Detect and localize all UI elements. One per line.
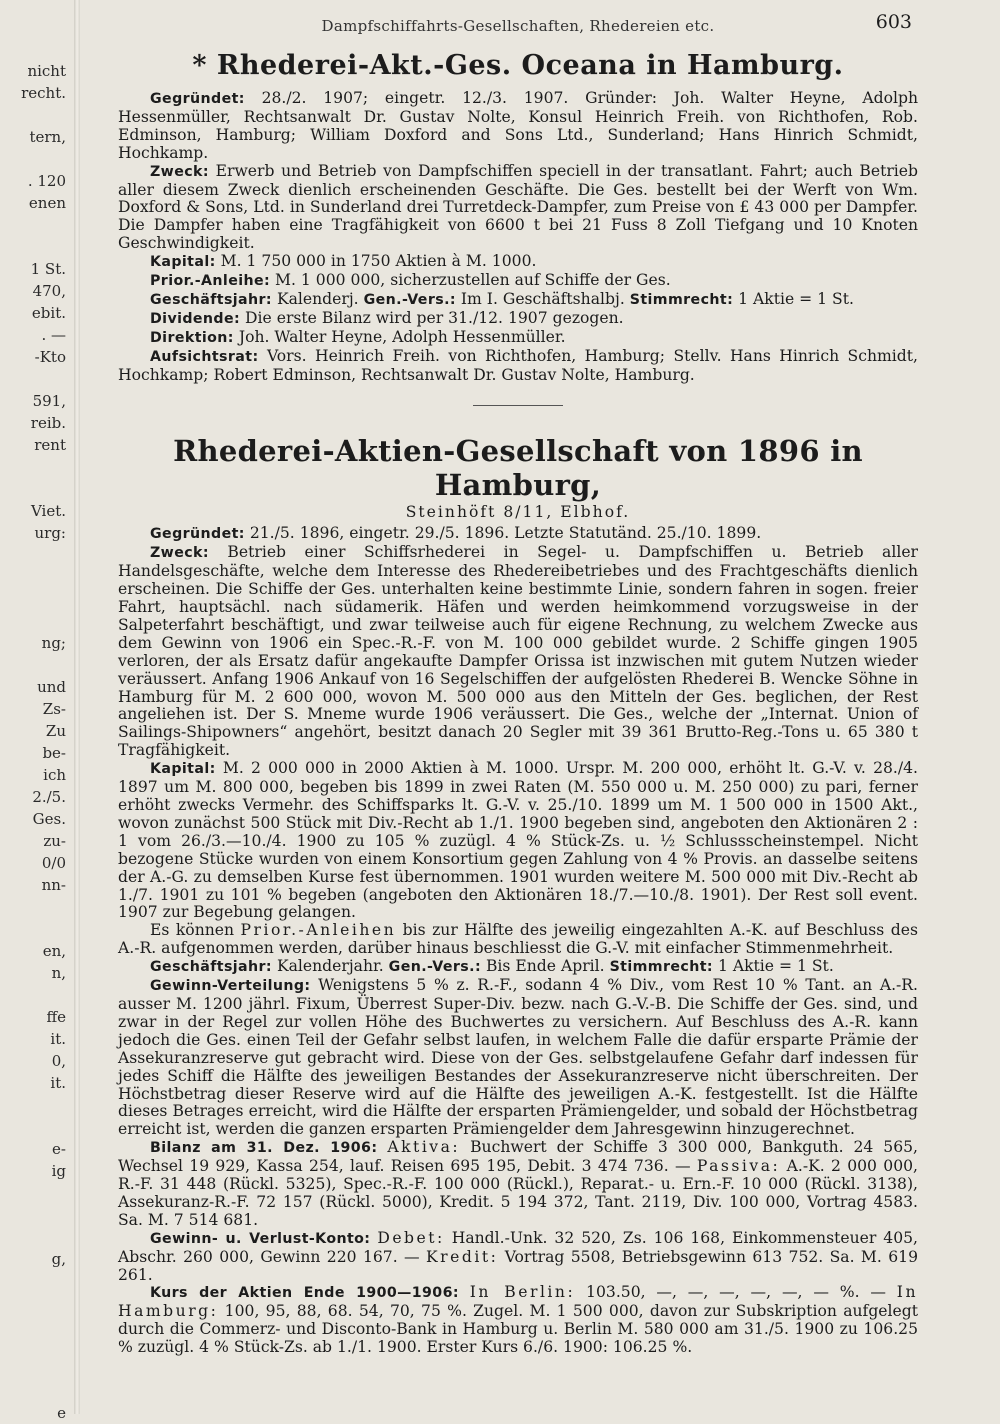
- entry-geschaeftsjahr: [118, 958, 918, 977]
- margin-fragment: [0, 984, 66, 1006]
- entry-text: M. 1 750 000 in 1750 Aktien à M. 1000.: [215, 252, 537, 271]
- label: Prior.-Anleihe:: [150, 273, 271, 290]
- margin-fragment: ffe: [46, 1008, 66, 1026]
- margin-fragment: . 120: [27, 172, 66, 190]
- margin-fragment: [0, 1314, 66, 1336]
- margin-fragment: [0, 1270, 66, 1292]
- margin-fragment: zu-: [43, 832, 66, 850]
- entry-aufsichtsrat: [118, 348, 918, 385]
- margin-fragment: ig: [51, 1162, 66, 1180]
- entry-kapital: [118, 253, 918, 272]
- margin-fragment: nicht: [27, 62, 66, 80]
- entry-prior-anleihen: [118, 922, 918, 958]
- margin-fragment: ebit.: [31, 304, 66, 322]
- entry-text: Kalenderjahr.: [272, 957, 389, 976]
- entry-zweck: [118, 544, 918, 760]
- margin-fragment: g,: [51, 1250, 66, 1268]
- margin-fragment: [0, 896, 66, 918]
- margin-fragment: -Kto: [34, 348, 66, 366]
- entry-dividende: [118, 310, 918, 329]
- margin-fragment: [0, 654, 66, 676]
- margin-fragment: [0, 236, 66, 258]
- page-gutter: [74, 0, 80, 1414]
- spaced-term: Aktiva:: [387, 1138, 461, 1157]
- margin-fragment: n,: [51, 964, 66, 982]
- margin-fragment: it.: [50, 1030, 66, 1048]
- label: Gewinn-Verteilung:: [150, 978, 311, 995]
- label: Direktion:: [150, 329, 234, 346]
- entry-text: Betrieb einer Schiffsrhederei in Segel- u. Dampfschiffen u. Betrieb aller Handelsgeschäfte, welche dem Interesse des Rhedereibetriebes und des Frachtgeschäfts dienlich erscheinen. Die Schiffe der Ges. unterhalten keine bestimmte Linie, sondern fahren in sogen. freier Fahrt, hauptsächl. nach südamerik. Häfen und werden heimkommend vorzugsweise in der Salpeterfahrt beschäftigt, und zwar teilweise auch für eigene Rechnung, zu welchem Zwecke aus dem Gewinn von 1906 ein Spec.-R.-F. von M. 100 000 gebildet wurde. 2 Schiffe gingen 1905 verloren, der als Ersatz dafür angekaufte Dampfer Orissa ist inzwischen mit gutem Nutzen wieder veräussert. Anfang 1906 Ankauf von 16 Segelschiffen der aufgelösten Rhederei B. Wencke Söhne in Hamburg für M. 2 600 000, wovon M. 500 000 aus den Mitteln der Ges. beglichen, der Rest angeliehen ist. Der S. Mneme wurde 1906 veräussert. Die Ges., welche der „Internat. Union of Sailings-Shipowners“ angehört, besitzt danach 20 Segler mit 39 361 Brutto-Reg.-Tons u. 65 380 t Tragfähigkeit.: [118, 543, 918, 760]
- entry-geschaeftsjahr: [118, 291, 918, 310]
- margin-fragment: [0, 148, 66, 170]
- entry-text: Handl.-Unk. 32 520, Zs. 106 168, Einkommensteuer 405, Abschr. 260 000, Gewinn 220 167. —: [118, 1228, 918, 1266]
- label: Gen.-Vers.:: [363, 291, 456, 308]
- margin-fragment: 591,: [32, 392, 66, 410]
- margin-fragment: [0, 566, 66, 588]
- margin-fragment: 0/0: [41, 854, 66, 872]
- margin-fragment: [0, 1182, 66, 1204]
- label: Gen.-Vers.:: [388, 959, 482, 976]
- margin-fragment: e: [57, 1404, 66, 1422]
- entry-kapital: [118, 760, 918, 922]
- margin-fragment: Zu: [45, 722, 66, 740]
- entry-text: M. 2 000 000 in 2000 Aktien à M. 1000. Urspr. M. 200 000, erhöht lt. G.-V. v. 28./4. 1897 um M. 800 000, begeben bis 1899 in zwei Raten (M. 550 000 u. M. 250 000) zu pari, ferner erhöht zwecks Vermehr. des Schiffsparks lt. G.-V. v. 25./10. 1899 um M. 1 500 000 in 1500 Akt., wovon zunächst 500 Stück mit Div.-Recht ab 1./1. 1900 begeben sind, angeboten den Aktionären 2 : 1 vom 26./3.—10./4. 1900 zu 105 % zuzügl. 4 % Stück-Zs. u. ½ Schlussscheinstempel. Nicht bezogene Stücke wurden von einem Konsortium gegen Zahlung von 4 % Provis. an dasselbe seitens der A.-G. zu demselben Kurse fest übernommen. 1901 wurden weitere M. 500 000 mit Div.-Recht ab 1./7. 1901 zu 101 % begeben (angeboten den Aktionären 18./7.—10./8. 1901). Der Rest soll event. 1907 zur Begebung gelangen.: [118, 759, 918, 922]
- entry-zweck: [118, 163, 918, 254]
- label: Gewinn- u. Verlust-Konto:: [150, 1230, 371, 1247]
- margin-fragment: be-: [42, 744, 66, 762]
- entry-text: 1 Aktie = 1 St.: [733, 289, 854, 308]
- company-address: Steinhöft 8/11, Elbhof.: [405, 502, 631, 521]
- entry-text: M. 1 000 000, sicherzustellen auf Schiffe der Ges.: [270, 271, 671, 290]
- entry-text: Joh. Walter Heyne, Adolph Hessenmüller.: [233, 327, 566, 346]
- margin-fragment: [0, 1292, 66, 1314]
- entry-text: Es können: [150, 921, 241, 940]
- spaced-term: Passiva:: [696, 1157, 781, 1176]
- margin-fragment: urg:: [34, 524, 66, 542]
- entry-kurs: [118, 1284, 918, 1357]
- page-number: 603: [875, 11, 912, 33]
- entry-text: Kalenderj.: [272, 289, 364, 308]
- entry-text: 21./5. 1896, eingetr. 29./5. 1896. Letzte Statutänd. 25./10. 1899.: [244, 524, 762, 543]
- margin-fragment: recht.: [21, 84, 66, 102]
- margin-fragment: [0, 918, 66, 940]
- spaced-term: Debet:: [377, 1228, 445, 1247]
- running-title: Dampfschiffahrts-Gesellschaften, Rhedereien etc.: [321, 17, 715, 35]
- margin-fragment: [0, 1226, 66, 1248]
- entry-gewinn-verteilung: [118, 977, 918, 1139]
- entry-text: Vors. Heinrich Freih. von Richthofen, Hamburg; Stellv. Hans Hinrich Schmidt, Hochkamp; Robert Edminson, Rechtsanwalt Dr. Gustav Nolte, Hamburg.: [118, 346, 918, 384]
- page-content: [118, 11, 918, 1357]
- margin-fragment: [0, 1116, 66, 1138]
- margin-fragment: Zs-: [42, 700, 66, 718]
- margin-fragment: e-: [52, 1140, 66, 1158]
- label: Stimmrecht:: [629, 291, 734, 308]
- label: Geschäftsjahr:: [150, 959, 273, 976]
- entry-text: 100, 95, 88, 68. 54, 70, 75 %. Zugel. M. 1 500 000, davon zur Subskription aufgelegt durch die Commerz- und Disconto-Bank in Hamburg u. Berlin M. 580 000 am 31./5. 1900 zu 106.25 % zuzügl. 4 % Stück-Zs. ab 1./1. 1900. Erster Kurs 6./6. 1900: 106.25 %.: [118, 1302, 918, 1357]
- margin-fragment: [0, 610, 66, 632]
- label: Gegründet:: [150, 91, 245, 107]
- entry-text: Im I. Geschäftshalbj.: [455, 289, 630, 308]
- margin-fragment: 470,: [32, 282, 66, 300]
- entry-gewinn-verlust-konto: [118, 1230, 918, 1285]
- margin-fragment: [0, 588, 66, 610]
- margin-fragment: [0, 1094, 66, 1116]
- margin-fragment: rent: [34, 436, 66, 454]
- margin-fragment: ich: [43, 766, 66, 784]
- margin-fragment: [0, 104, 66, 126]
- entry-bilanz: [118, 1139, 918, 1230]
- label: Stimmrecht:: [609, 959, 713, 976]
- entry-text: Erwerb und Betrieb von Dampfschiffen speciell in der transatlant. Fahrt; auch Betrieb aller diesem Zweck dienlich erscheinenden Geschäfte. Die Ges. bestellt bei der Werft von Wm. Doxford & Sons, Ltd. in Sunderland drei Turretdeck-Dampfer, zum Preise von £ 43 000 per Dampfer. Die Dampfer haben eine Tragfähigkeit von 6600 t bei 21 Fuss 8 Zoll Tiefgang und 10 Knoten Geschwindigkeit.: [118, 161, 918, 253]
- entry-text: 28./2. 1907; eingetr. 12./3. 1907. Gründer: Joh. Walter Heyne, Adolph Hessenmüller, Rechtsanwalt Dr. Gustav Nolte, Konsul Heinrich Freih. von Richthofen, Rob. Edminson, Hamburg; William Doxford and Sons Ltd., Sunderland; Hans Hinrich Schmidt, Hochkamp.: [118, 89, 918, 162]
- company-title-1896: Rhederei-Aktien-Gesellschaft von 1896 in Hamburg,: [173, 433, 863, 502]
- label: Zweck:: [150, 545, 209, 562]
- margin-fragment: tern,: [29, 128, 66, 146]
- margin-fragment: und: [37, 678, 66, 696]
- margin-fragment: enen: [28, 194, 66, 212]
- label: Kapital:: [150, 254, 216, 271]
- margin-fragment: [0, 1380, 66, 1402]
- section-divider: [473, 405, 563, 406]
- entry-text: Die erste Bilanz wird per 31./12. 1907 gezogen.: [240, 308, 624, 327]
- entry-text: bis zur Hälfte des jeweilig eingezahlten A.-K. auf Beschluss des A.-R. aufgenommen werden, darüber hinaus beschliesst die G.-V. mit einfacher Stimmenmehrheit.: [118, 921, 918, 958]
- running-header: [118, 11, 918, 40]
- label: Kurs der Aktien Ende 1900—1906:: [150, 1285, 459, 1302]
- spaced-term: In Berlin:: [469, 1283, 576, 1302]
- entry-text: 103.50, —, —, —, —, —, — %. —: [575, 1283, 897, 1302]
- label: Zweck:: [150, 163, 209, 180]
- margin-fragment: 0,: [51, 1052, 66, 1070]
- margin-fragment: reib.: [30, 414, 66, 432]
- margin-fragment: 2./5.: [32, 788, 66, 806]
- margin-fragment: it.: [50, 1074, 66, 1092]
- margin-fragment: [0, 1336, 66, 1358]
- label: Bilanz am 31. Dez. 1906:: [150, 1140, 378, 1157]
- label: Geschäftsjahr:: [150, 291, 273, 308]
- margin-fragment: [0, 214, 66, 236]
- margin-fragment: ng;: [41, 634, 66, 652]
- margin-fragment: [0, 1358, 66, 1380]
- margin-fragment: [0, 1204, 66, 1226]
- margin-fragment: Ges.: [32, 810, 66, 828]
- left-margin-fragments: [0, 60, 66, 1424]
- margin-fragment: nn-: [41, 876, 66, 894]
- entry-text: A.-K. 2 000 000, R.-F. 31 448 (Rückl. 5325), Spec.-R.-F. 100 000 (Rückl.), Reparat.- u. Ern.-F. 10 000 (Rückl. 3138), Assekuranz-R.-F. 72 157 (Rückl. 5000), Kredit. 5 194 372, Tant. 2119, Div. 100 000, Vortrag 4583. Sa. M. 7 514 681.: [118, 1157, 918, 1229]
- entry-direktion: [118, 329, 918, 348]
- spaced-term: In Hamburg:: [118, 1283, 918, 1321]
- entry-text: Wenigstens 5 % z. R.-F., sodann 4 % Div., vom Rest 10 % Tant. an A.-R. ausser M. 1200 jährl. Fixum, Überrest Super-Div. bezw. nach G.-V.-B. Die Schiffe der Ges. sind, und zwar in der Regel zur vollen Höhe des Buchwertes zu versichern. Auf Beschluss des A.-R. kann jedoch die Ges. einen Teil der Gefahr selbst laufen, in welchem Falle die dafür ersparte Prämie der Assekuranzreserve gut gebracht wird. Diese von der Ges. selbstgelaufene Gefahr darf indessen für jedes Schiff die Hälfte des jeweiligen Bestandes der Assekuranzreserve nicht überschreiten. Der Höchstbetrag dieser Reserve wird auf die Hälfte des jeweiligen A.-K. festgestellt. Ist die Hälfte dieses Betrages erreicht, wird die Hälfte der ersparten Prämiengelder, und sobald der Höchstbetrag erreicht ist, werden die ganzen ersparten Prämiengelder dem Jahresgewinn hinzugerechnet.: [118, 976, 918, 1139]
- label: Dividende:: [150, 310, 241, 327]
- entry-gegruendet: [118, 525, 918, 544]
- entry-text: Buchwert der Schiffe 3 300 000, Bankguth. 24 565, Wechsel 19 929, Kassa 254, lauf. Reisen 695 195, Debit. 3 474 736. —: [118, 1138, 918, 1176]
- margin-fragment: en,: [42, 942, 66, 960]
- entry-text: 1 Aktie = 1 St.: [712, 957, 834, 976]
- entry-text: Vortrag 5508, Betriebsgewinn 613 752. Sa. M. 619 261.: [118, 1247, 918, 1284]
- entry-prior-anleihe: [118, 272, 918, 291]
- margin-fragment: . —: [41, 326, 66, 344]
- margin-fragment: 1 St.: [30, 260, 66, 278]
- margin-fragment: [0, 368, 66, 390]
- company-title-oceana: * Rhederei-Akt.-Ges. Oceana in Hamburg.: [192, 50, 844, 81]
- margin-fragment: [0, 456, 66, 478]
- spaced-term: Prior.-Anleihen: [240, 921, 397, 940]
- margin-fragment: Viet.: [30, 502, 66, 520]
- label: Aufsichtsrat:: [150, 348, 259, 365]
- label: Gegründet:: [150, 526, 245, 543]
- margin-fragment: [0, 544, 66, 566]
- margin-fragment: [0, 478, 66, 500]
- spaced-term: Kredit:: [426, 1247, 499, 1266]
- label: Kapital:: [150, 761, 216, 778]
- entry-text: Bis Ende April.: [481, 957, 610, 976]
- entry-gegruendet: [118, 90, 918, 163]
